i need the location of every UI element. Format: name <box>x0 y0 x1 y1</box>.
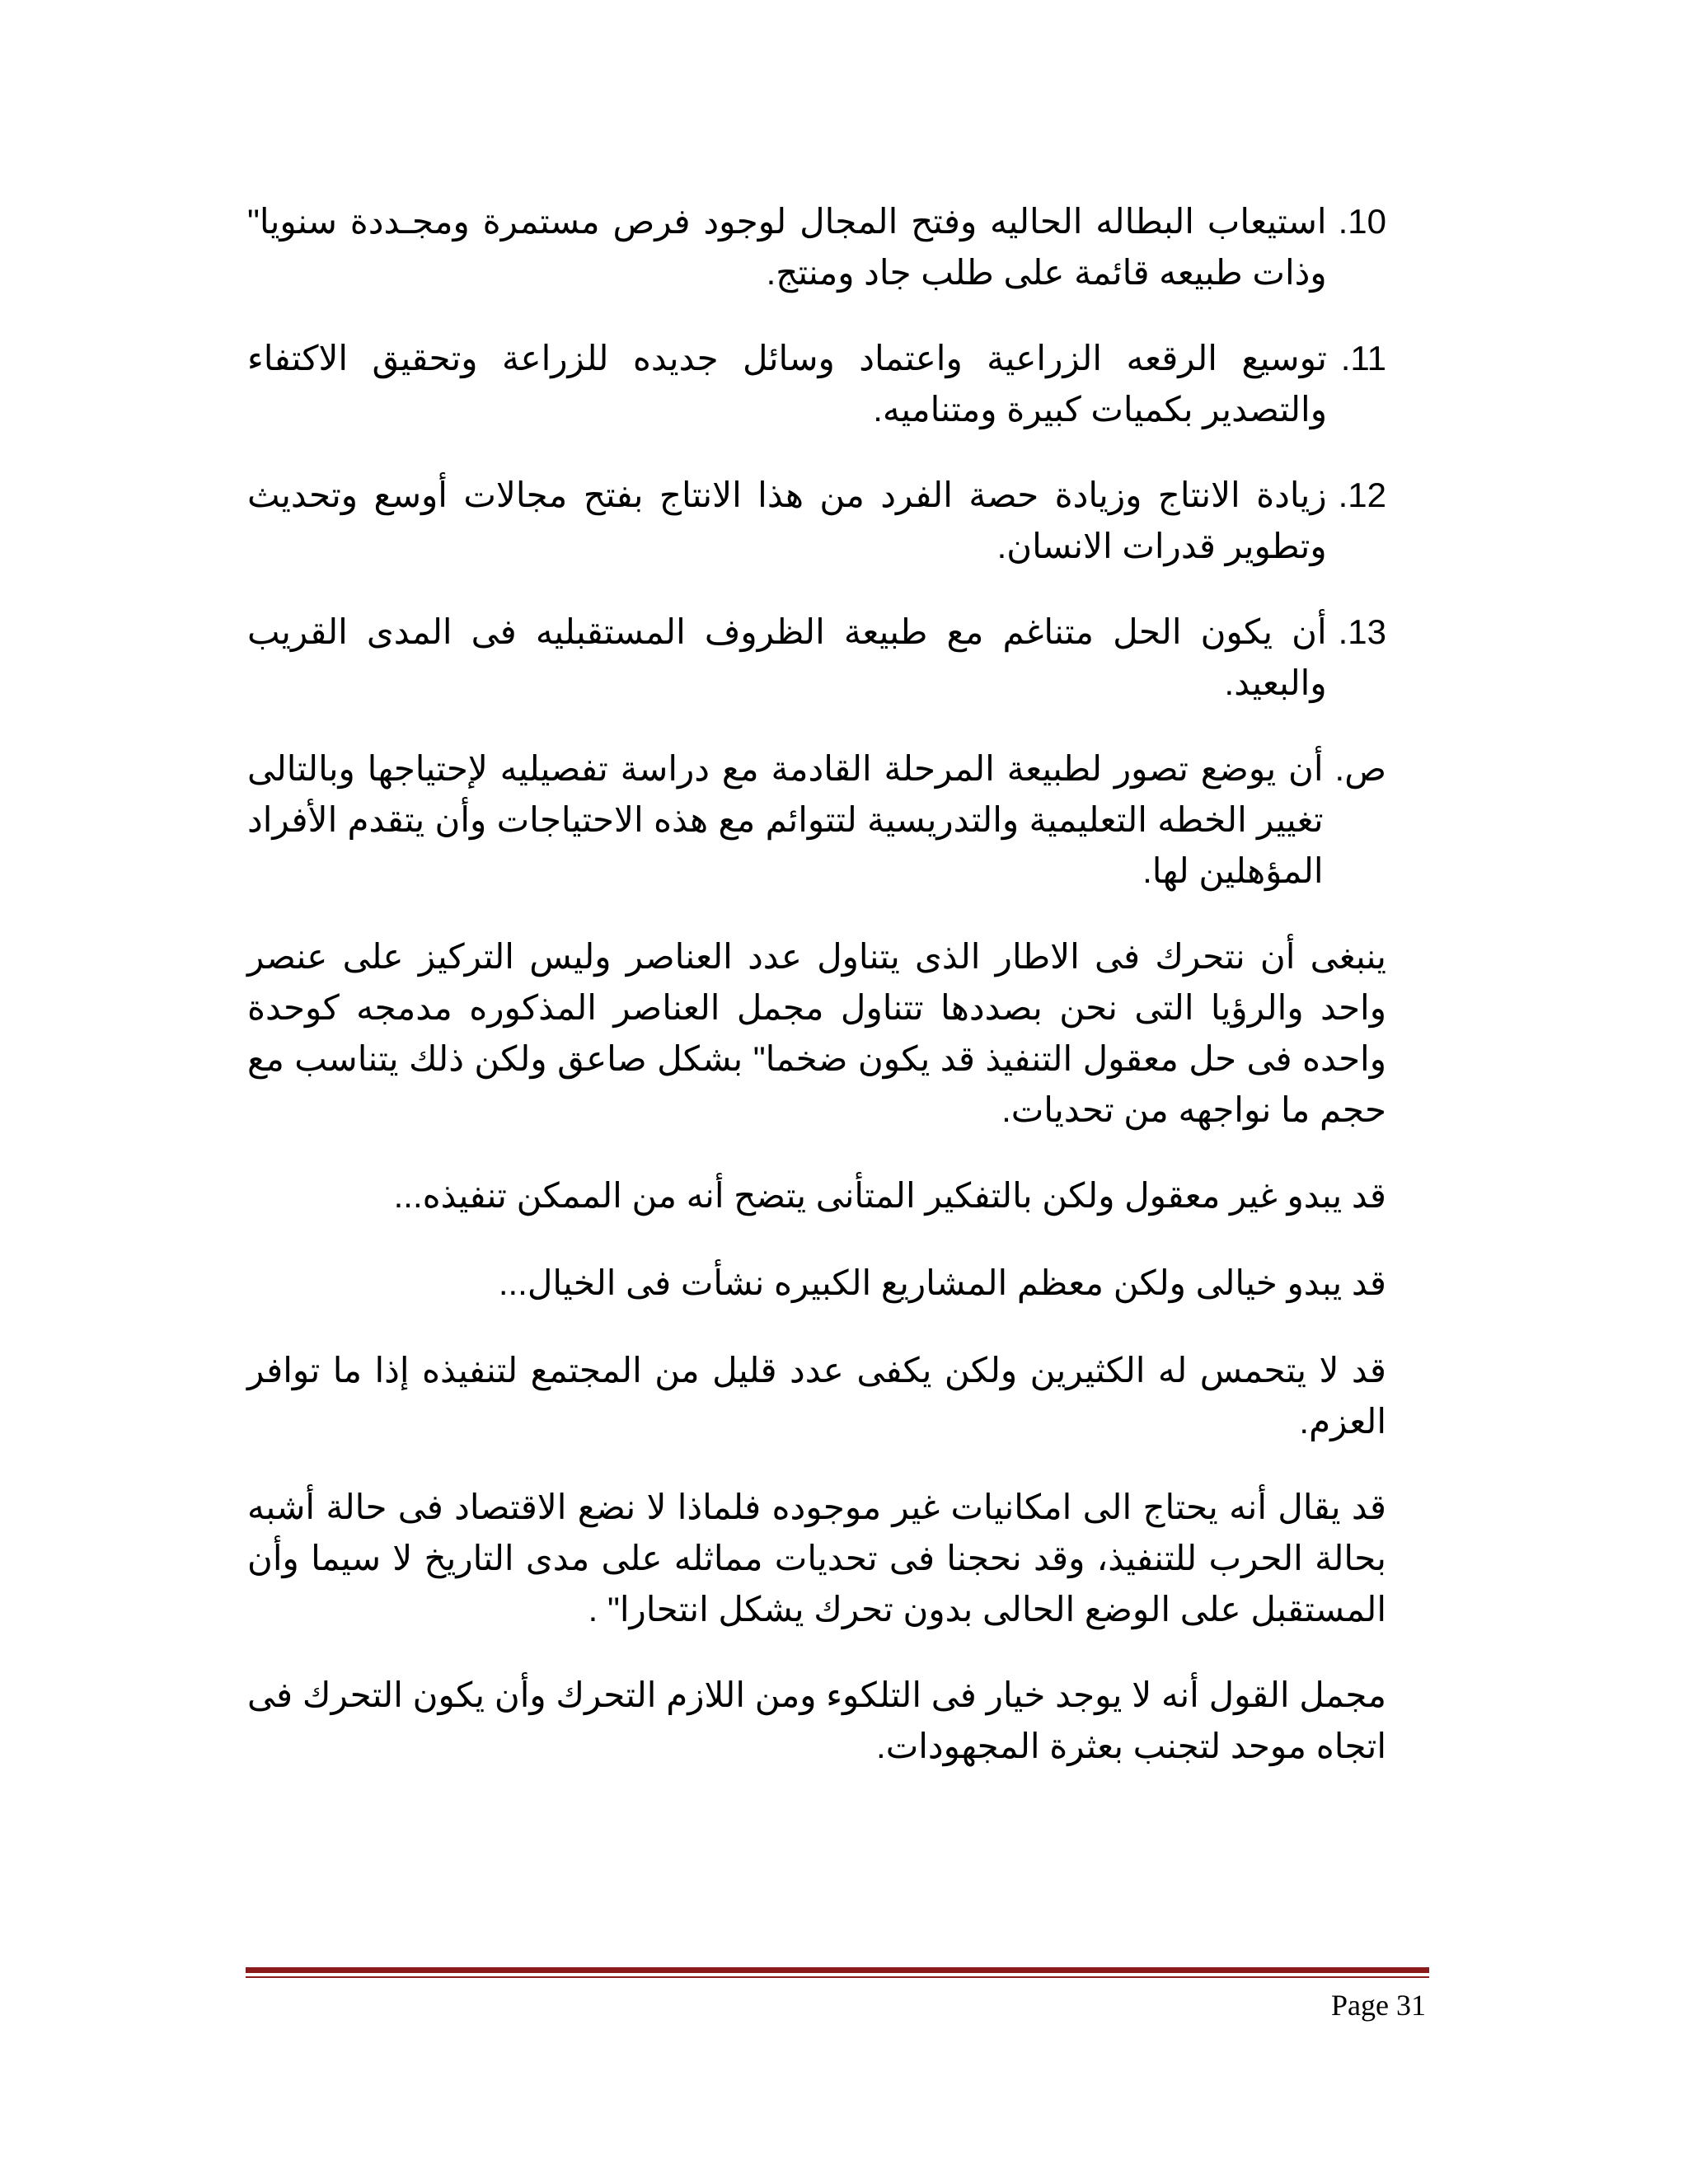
list-item-text: زيادة الانتاج وزيادة حصة الفرد من هذا الانتاج بفتح مجالات أوسع وتحديث وتطوير قدرات الانسان. <box>247 476 1327 565</box>
list-marker: 10. <box>1338 202 1386 241</box>
body-paragraph: قد يبدو غير معقول ولكن بالتفكير المتأنى يتضح أنه من الممكن تنفيذه... <box>393 1176 1386 1215</box>
list-item-12 <box>247 470 1386 572</box>
list-item-sad <box>247 743 1386 897</box>
footer-rule-thin <box>246 1976 1429 1978</box>
list-item-11 <box>247 333 1386 435</box>
body-paragraph: ينبغى أن نتحرك فى الاطار الذى يتناول عدد العناصر وليس التركيز على عنصر واحد والرؤيا التى نحن بصددها تتناول مجمل العناصر المذكوره مدمجه كوحدة واحده فى حل معقول التنفيذ قد يكون ضخما" بشكل صاعق ولكن ذلك يتناسب مع حجم ما نواجهه من تحديات. <box>247 937 1386 1129</box>
footer-divider <box>246 1967 1429 1978</box>
page-number: Page 31 <box>1331 1989 1426 2022</box>
body-paragraph: قد يقال أنه يحتاج الى امكانيات غير موجوده فلماذا لا نضع الاقتصاد فى حالة أشبه بحالة الحرب للتنفيذ، وقد نحجنا فى تحديات مماثله على مدى التاريخ لا سيما وأن المستقبل على الوضع الحالى بدون تحرك يشكل انتحارا" . <box>247 1488 1386 1629</box>
body-paragraph: قد لا يتحمس له الكثيرين ولكن يكفى عدد قليل من المجتمع لتنفيذه إذا ما توافر العزم. <box>247 1351 1386 1441</box>
footer-rule-thick <box>246 1967 1429 1973</box>
list-item-text: استيعاب البطاله الحاليه وفتح المجال لوجود فرص مستمرة ومجـددة سنويا" وذات طبيعه قائمة على طلب جاد ومنتج. <box>247 202 1327 292</box>
list-marker: 13. <box>1338 612 1386 651</box>
list-marker: 11. <box>1340 339 1386 377</box>
list-item-text: توسيع الرقعه الزراعية واعتماد وسائل جديده للزراعة وتحقيق الاكتفاء والتصدير بكميات كبيرة ومتناميه. <box>247 339 1327 429</box>
body-paragraph: قد يبدو خيالى ولكن معظم المشاريع الكبيره نشأت فى الخيال... <box>498 1263 1386 1302</box>
list-item-10 <box>247 196 1386 298</box>
list-item-text: أن يوضع تصور لطبيعة المرحلة القادمة مع دراسة تفصيليه لإحتياجها وبالتالى تغيير الخطه التعليمية والتدريسية لتتوائم مع هذه الاحتياجات وأن يتقدم الأفراد المؤهلين لها. <box>247 749 1324 890</box>
list-item-text: أن يكون الحل متناغم مع طبيعة الظروف المستقبليه فى المدى القريب والبعيد. <box>247 612 1327 702</box>
page-content <box>247 196 1386 1807</box>
body-paragraph: مجمل القول أنه لا يوجد خيار فى التلكوء ومن اللازم التحرك وأن يكون التحرك فى اتجاه موحد لتجنب بعثرة المجهودات. <box>247 1675 1386 1765</box>
list-item-13 <box>247 607 1386 709</box>
list-marker: 12. <box>1338 476 1386 514</box>
list-marker: ص. <box>1334 749 1386 788</box>
